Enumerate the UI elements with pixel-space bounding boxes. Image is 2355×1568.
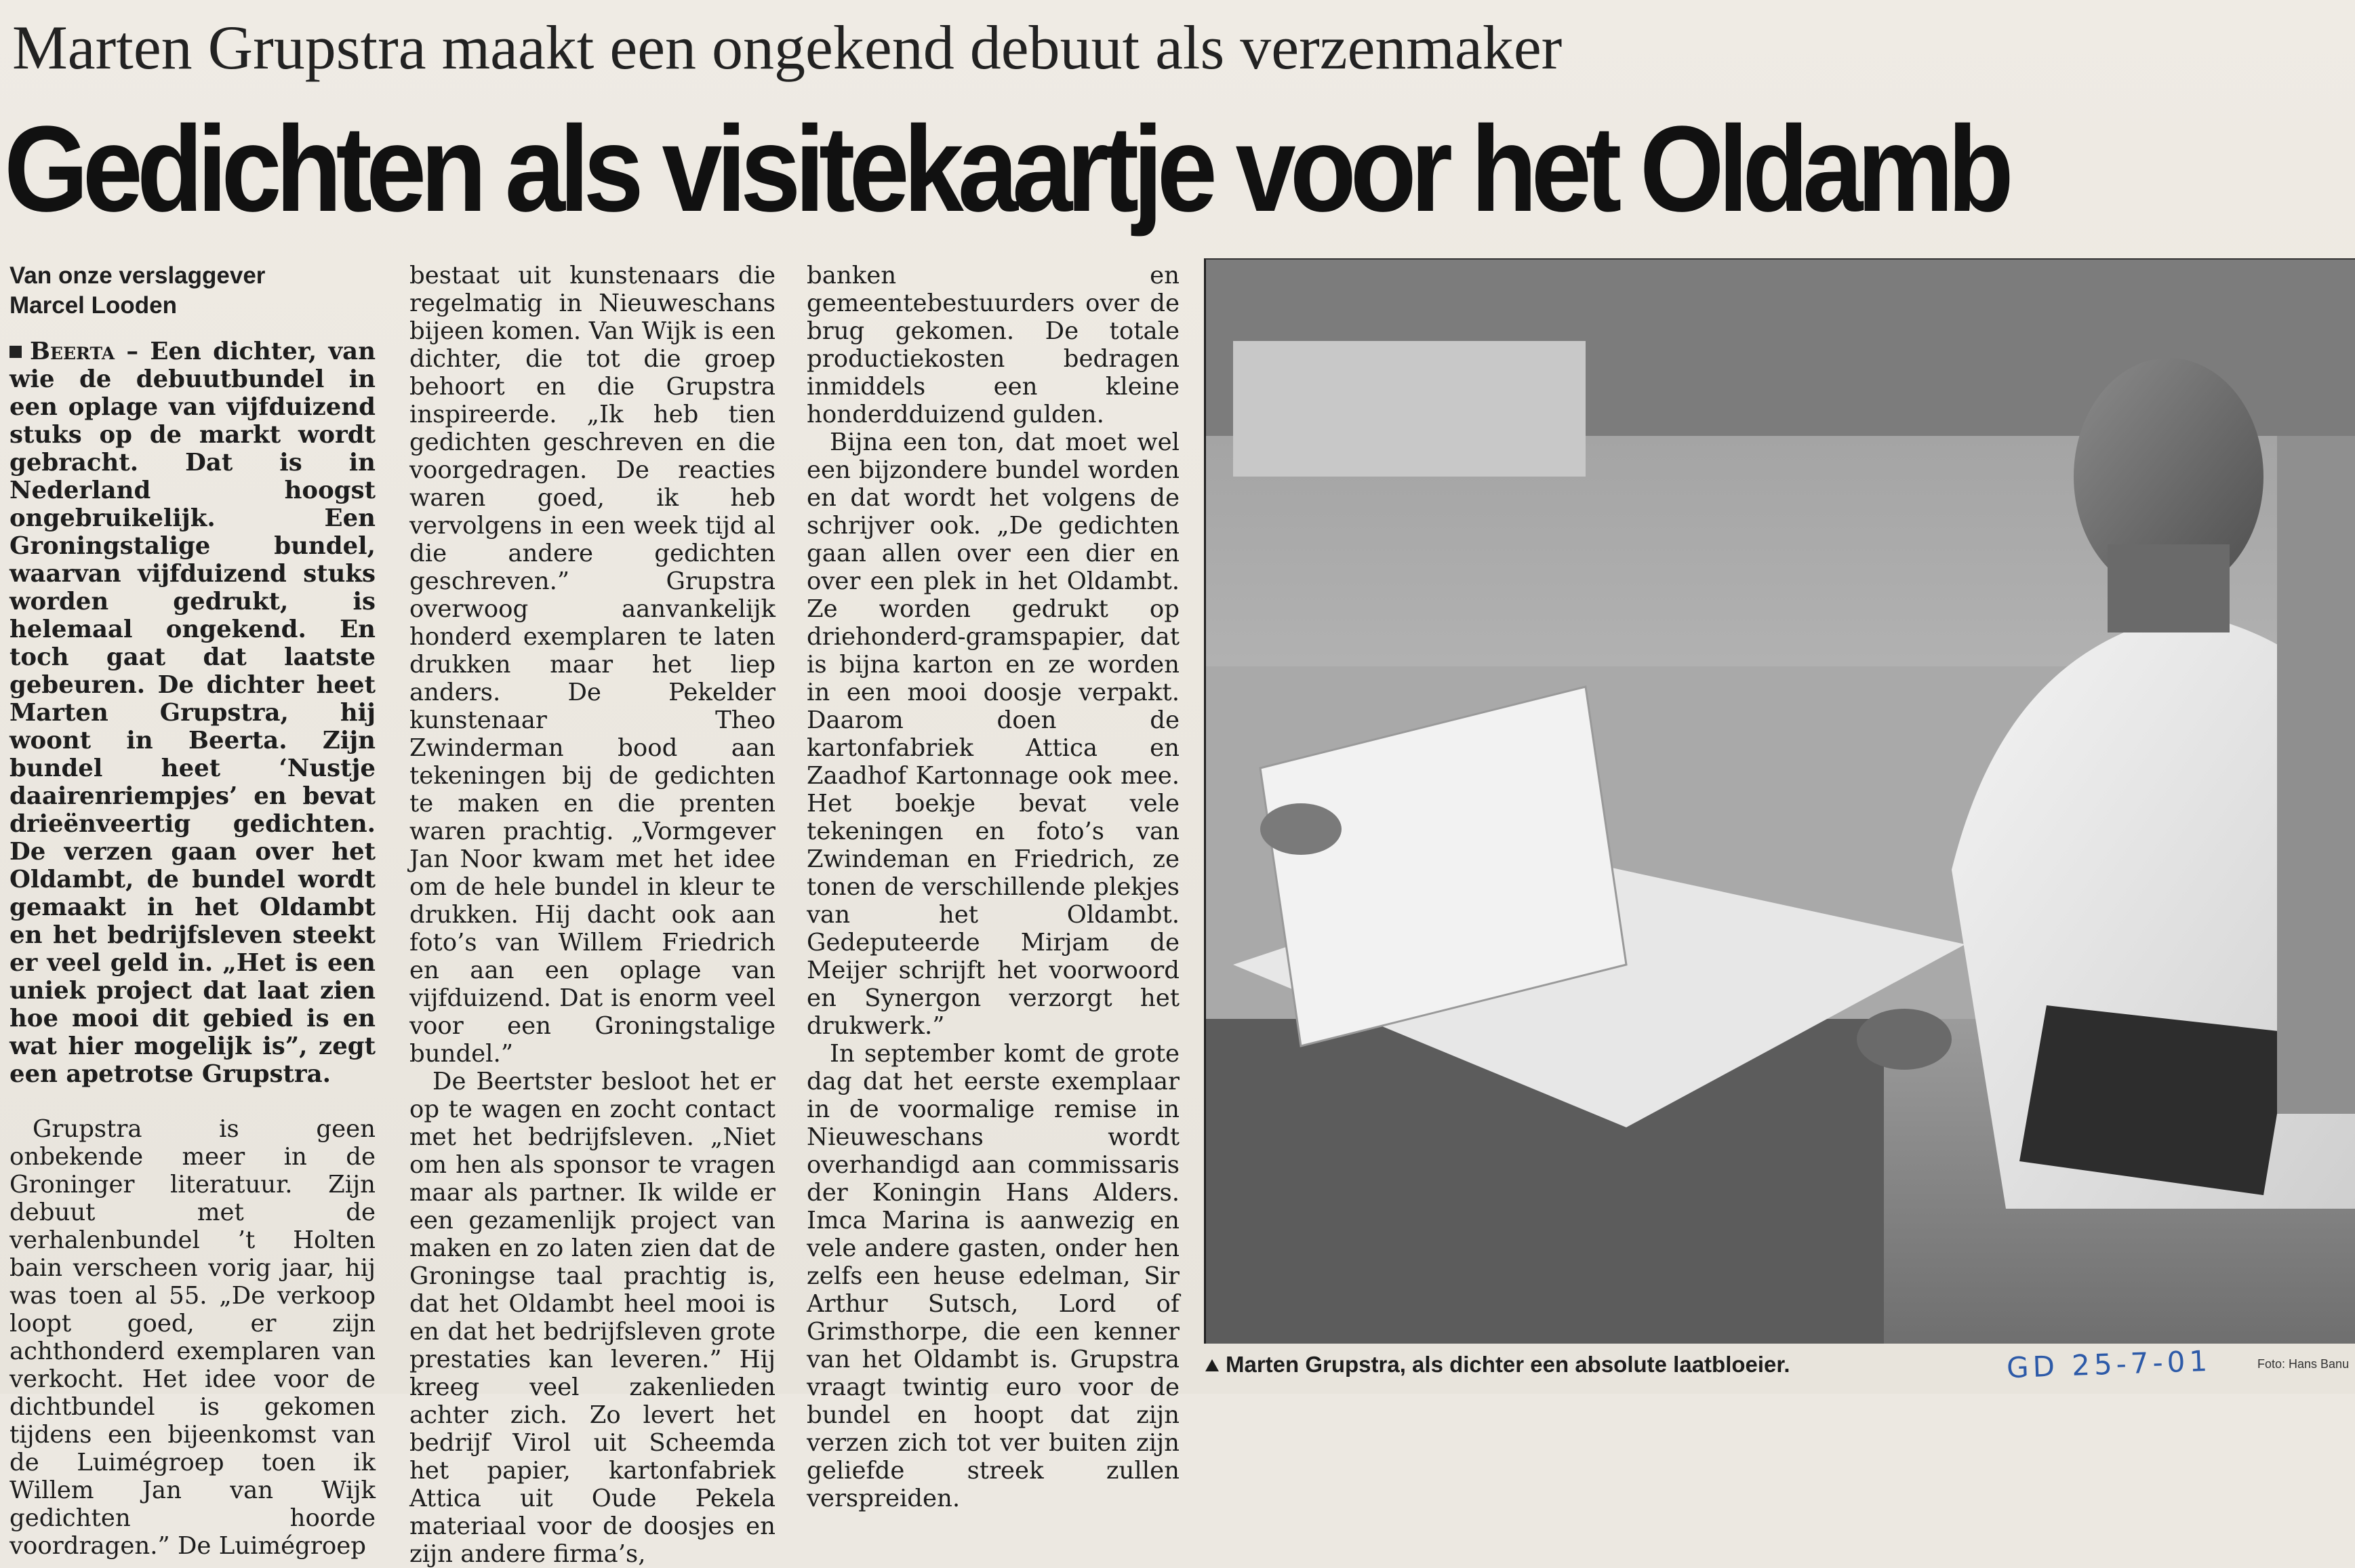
byline: [9, 261, 265, 321]
article-kicker: Marten Grupstra maakt een ongekend debuut als verzenmaker: [12, 13, 1563, 82]
paragraph: Grupstra is geen onbekende meer in de Groninger literatuur. Zijn debuut met de verhalenbundel ’t Holten bain verscheen vorig jaar, hij was toen al 55. „De verkoop loopt goed, er zijn achthonderd exemplaren van verkocht. Het idee voor de dichtbundel is gekomen tijdens een bijeenkomst van de Luimégroep toen ik Willem Jan van Wijk gedichten hoorde voordragen.” De Luimégroep: [9, 1115, 376, 1560]
article-headline: Gedichten als visitekaartje voor het Oldamb: [4, 101, 2008, 237]
photo-illustration: [1206, 260, 2355, 1344]
photo-hand-left: [1260, 803, 1342, 855]
photo-hand-right: [1857, 1009, 1952, 1070]
paragraph: In september komt de grote dag dat het eerste exemplaar in de voormalige remise in Nieuweschans wordt overhandigd aan commissaris der Koningin Hans Alders. Imca Marina is aanwezig en vele andere gasten, onder hen zelfs een heuse edelman, Sir Arthur Sutsch, Lord of Grimsthorpe, die een kenner van het Oldambt is. Grupstra vraagt twintig euro voor de bundel en hoopt dat zijn verzen zich tot ver buiten zijn geliefde streek zullen verspreiden.: [807, 1040, 1180, 1512]
photo-credit: Foto: Hans Banu: [2257, 1357, 2350, 1371]
paragraph: Bijna een ton, dat moet wel een bijzondere bundel worden en dat wordt het volgens de schrijver ook. „De gedichten gaan allen over een dier en over een plek in het Oldambt. Ze worden gedrukt op driehonderd-gramspapier, dat is bijna karton en ze worden in een mooi doosje verpakt. Daarom doen de kartonfabriek Attica en Zaadhof Kartonnage ook mee. Het boekje bevat vele tekeningen en foto’s van Zwindeman en Friedrich, ze tonen de verschillende plekjes van het Oldambt. Gedeputeerde Mirjam de Meijer schrijft het voorwoord en Synergon verzorgt het drukwerk.”: [807, 428, 1180, 1040]
photo-chair: [2277, 436, 2355, 1114]
handwritten-note: GD 25-7-01: [2006, 1344, 2212, 1385]
article-column-3: [807, 262, 1180, 1512]
photo-trousers: [2019, 1005, 2291, 1195]
photo-window: [1233, 341, 1586, 477]
caption-triangle-icon: [1205, 1359, 1219, 1371]
caption-text: Marten Grupstra, als dichter een absolute laatbloeier.: [1226, 1352, 1790, 1377]
paragraph: bestaat uit kunstenaars die regelmatig in Nieuweschans bijeen komen. Van Wijk is een dichter, die tot die groep behoort en die Grupstra inspireerde. „Ik heb tien gedichten geschreven en die voorgedragen. De reacties waren goed, ik heb vervolgens in een week tijd al die andere gedichten geschreven.” Grupstra overwoog aanvankelijk honderd exemplaren te laten drukken maar het liep anders. De Pekelder kunstenaar Theo Zwinderman bood aan tekeningen bij de gedichten te maken en die prenten waren prachtig. „Vormgever Jan Noor kwam met het idee om de hele bundel in kleur te drukken. Hij dacht ook aan foto’s van Willem Friedrich en aan een oplage van vijfduizend. Dat is enorm veel voor een Groningstalige bundel.”: [409, 262, 776, 1068]
article-photo: [1204, 258, 2355, 1344]
lede-text: – Een dichter, van wie de debuutbundel in een oplage van vijfduizend stuks op de markt wordt gebracht. Dat is in Nederland hoogst ongebruikelijk. Een Groningstalige bundel, waarvan vijfduizend stuks worden gedrukt, is helemaal ongekend. En toch gaat dat laatste gebeuren. De dichter heet Marten Grupstra, hij woont in Beerta. Zijn bundel heet ‘Nustje daairenriempjes’ en bevat drieënveertig gedichten. De verzen gaan over het Oldambt, de bundel wordt gemaakt in het Oldambt en het bedrijfsleven steekt er veel geld in. „Het is een uniek project dat laat zien hoe mooi dit gebied is en wat hier mogelijk is”, zegt een apetrotse Grupstra.: [9, 338, 376, 1088]
dateline-place: Beerta: [30, 338, 115, 365]
article-column-1: [9, 338, 376, 1560]
photo-caption: [1205, 1351, 1790, 1378]
byline-author: Marcel Looden: [9, 292, 177, 319]
bullet-icon: [9, 346, 22, 358]
byline-role: Van onze verslaggever: [9, 262, 266, 289]
paragraph: banken en gemeentebestuurders over de brug gekomen. De totale productiekosten bedragen inmiddels een kleine honderdduizend gulden.: [807, 262, 1180, 428]
paragraph: De Beertster besloot het er op te wagen en zocht contact met het bedrijfsleven. „Niet om hen als sponsor te vragen maar als partner. Ik wilde er een gezamenlijk project van maken en zo laten zien dat de Groningse taal prachtig is, dat het Oldambt heel mooi is en dat het bedrijfsleven grote prestaties kan leveren.” Hij kreeg veel zakenlieden achter zich. Zo levert het bedrijf Virol uit Scheemda het papier, kartonfabriek Attica uit Oude Pekela materiaal voor de doosjes en zijn andere firma’s,: [409, 1068, 776, 1568]
photo-neck: [2108, 544, 2230, 632]
article-lede: [9, 338, 376, 1088]
article-column-2: [409, 262, 776, 1568]
